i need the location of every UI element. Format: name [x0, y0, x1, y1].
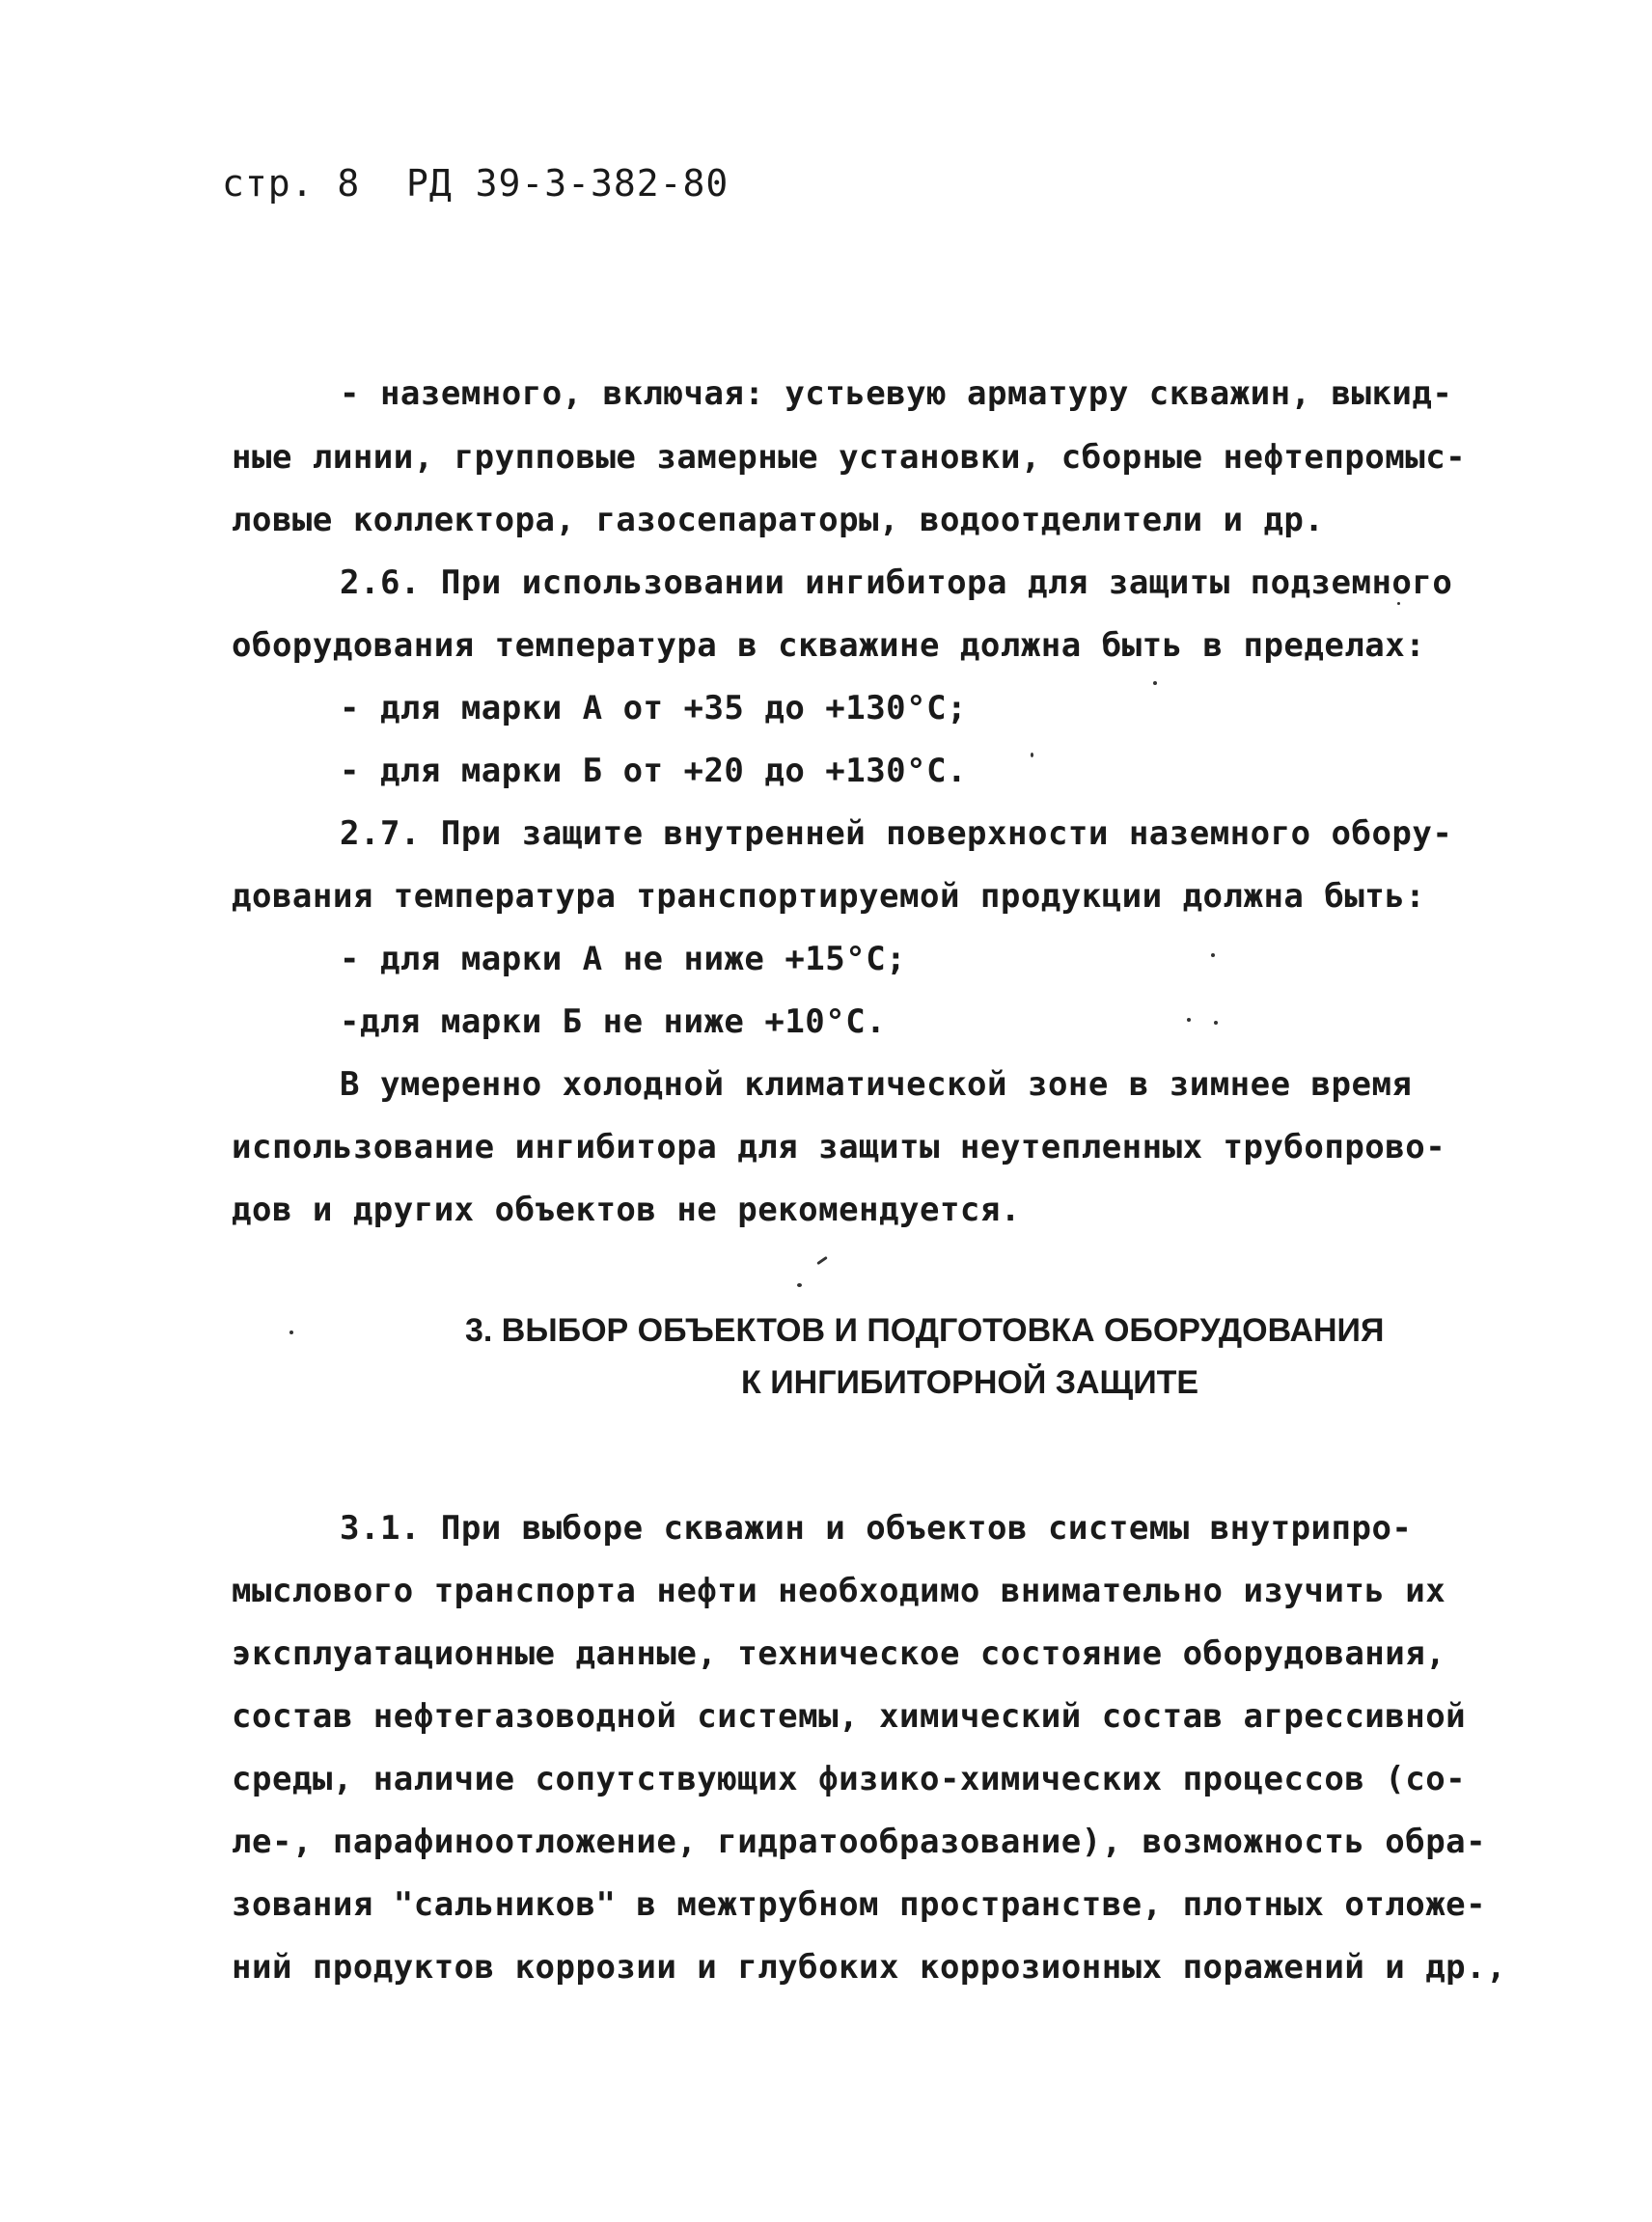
section-line: ле-, парафиноотложение, гидратообразование), возможность обра-	[232, 1823, 1487, 1861]
scan-speck	[1187, 1018, 1191, 1022]
section-heading-line2: К ИНГИБИТОРНОЙ ЗАЩИТЕ	[741, 1364, 1199, 1401]
body-line: ловые коллектора, газосепараторы, водоотделители и др.	[232, 501, 1325, 539]
scan-speck	[1211, 953, 1215, 957]
section-line: зования "сальников" в межтрубном пространстве, плотных отложе-	[232, 1885, 1487, 1924]
section-line: мыслового транспорта нефти необходимо внимательно изучить их	[232, 1572, 1446, 1610]
body-line: использование ингибитора для защиты неутепленных трубопрово-	[232, 1128, 1446, 1166]
body-line: оборудования температура в скважине должна быть в пределах:	[232, 626, 1426, 665]
body-line: - наземного, включая: устьевую арматуру скважин, выкид-	[340, 374, 1453, 413]
scan-speck	[1153, 681, 1157, 685]
body-line: - для марки А не ниже +15°С;	[340, 940, 907, 978]
scan-speck	[1397, 602, 1400, 605]
section-line: среды, наличие сопутствующих физико-химических процессов (со-	[232, 1760, 1467, 1798]
body-line: ные линии, групповые замерные установки, сборные нефтепромыс-	[232, 438, 1467, 477]
scan-speck	[1214, 1021, 1218, 1025]
body-line: - для марки А от +35 до +130°С;	[340, 689, 968, 727]
body-line: дов и других объектов не рекомендуется.	[232, 1191, 1021, 1229]
scan-speck	[797, 1283, 802, 1287]
section-line: 3.1. При выборе скважин и объектов системы внутрипро-	[340, 1509, 1413, 1548]
body-line: В умеренно холодной климатической зоне в зимнее время	[340, 1065, 1413, 1104]
section-line: ний продуктов коррозии и глубоких коррозионных поражений и др.,	[232, 1948, 1507, 1987]
body-line: дования температура транспортируемой продукции должна быть:	[232, 877, 1426, 916]
body-line: 2.7. При защите внутренней поверхности наземного обору-	[340, 814, 1453, 853]
page-header: стр. 8 РД 39-3-382-80	[222, 162, 730, 205]
scan-speck	[1031, 753, 1033, 757]
body-line: 2.6. При использовании ингибитора для защиты подземного	[340, 563, 1453, 602]
section-heading: 3. ВЫБОР ОБЪЕКТОВ И ПОДГОТОВКА ОБОРУДОВАНИЯ	[465, 1312, 1385, 1349]
section-line: состав нефтегазоводной системы, химический состав агрессивной	[232, 1697, 1467, 1736]
body-line: - для марки Б от +20 до +130°С.	[340, 752, 968, 790]
body-line: -для марки Б не ниже +10°С.	[340, 1002, 887, 1041]
section-line: эксплуатационные данные, техническое состояние оборудования,	[232, 1634, 1446, 1673]
scan-speck	[289, 1330, 293, 1334]
scan-speck	[816, 1256, 828, 1265]
